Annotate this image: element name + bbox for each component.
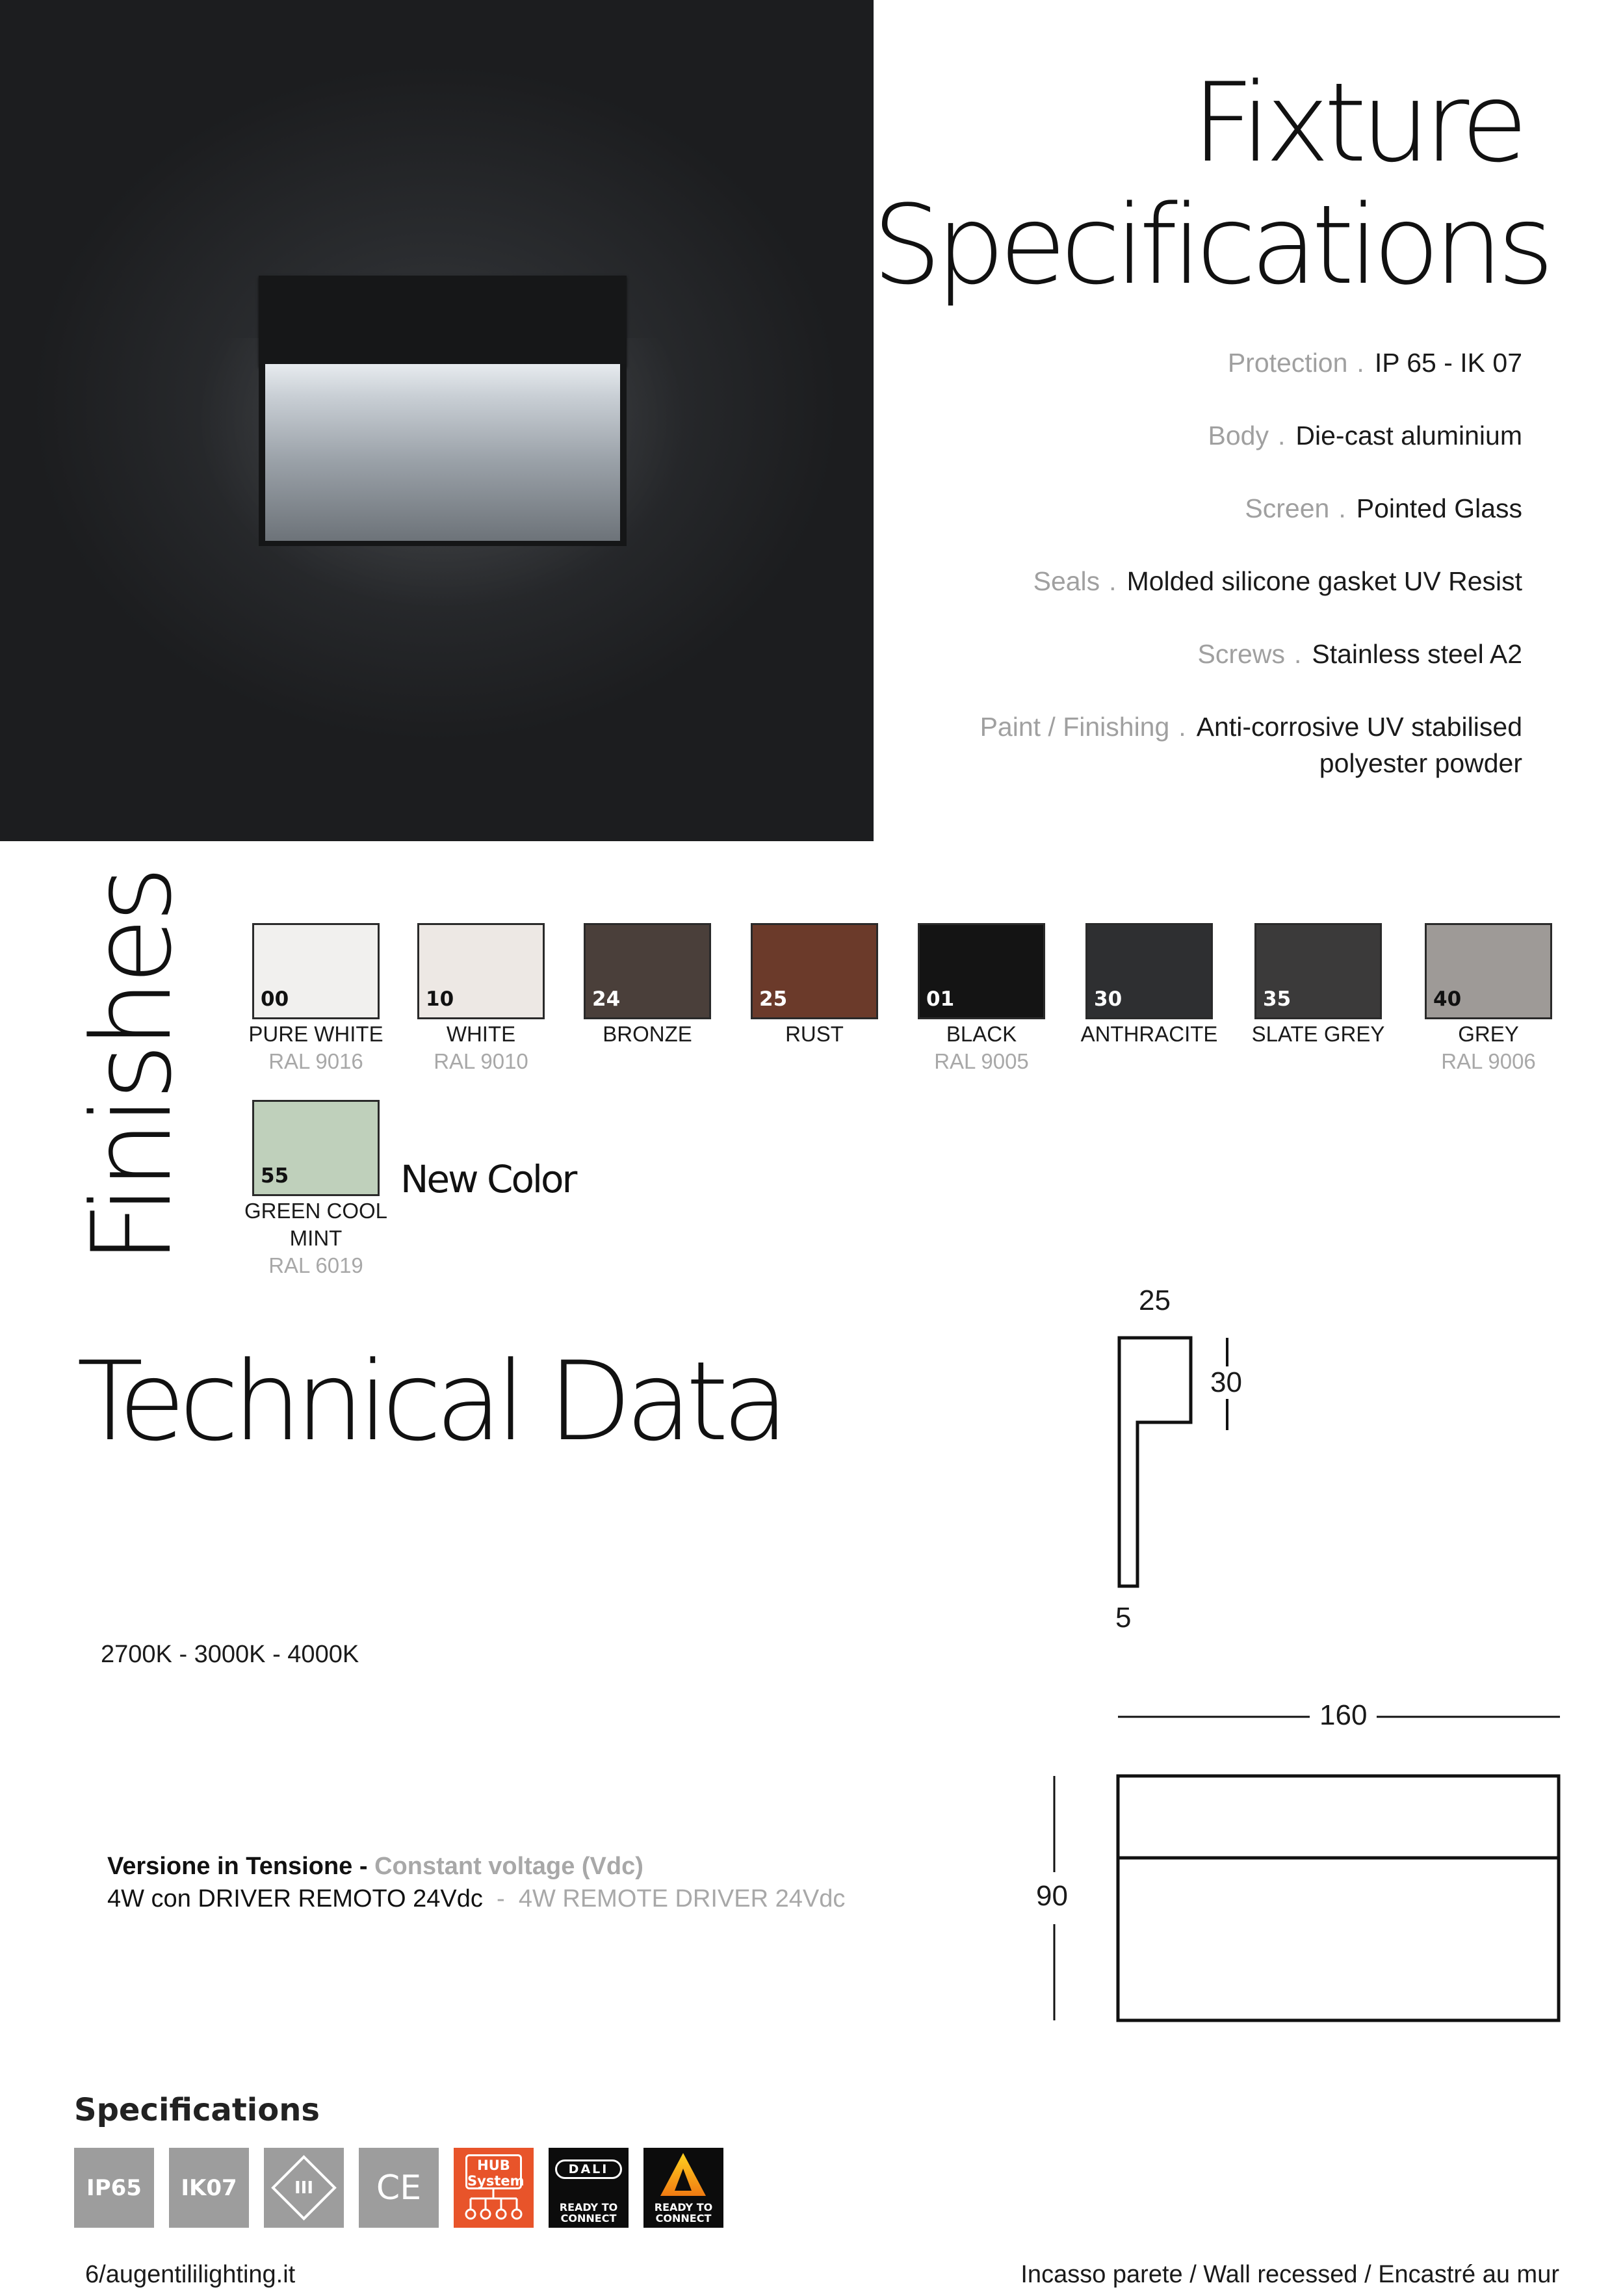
spec-label: Screws: [1197, 639, 1285, 669]
spec-value: Molded silicone gasket UV Resist: [1126, 566, 1522, 596]
spec-label: Body: [1208, 421, 1269, 450]
finish-code: 01: [926, 987, 955, 1011]
footer-page-url: 6/augentililighting.it: [85, 2261, 296, 2288]
finish-name: BLACK: [946, 1022, 1017, 1046]
spec-separator: .: [1338, 493, 1346, 523]
ip65-badge: [74, 2148, 154, 2228]
dim-front-height: 90: [1036, 1880, 1068, 1912]
finish-code: 35: [1263, 987, 1292, 1011]
dim-side-top: 25: [1139, 1285, 1171, 1316]
dim-side-bottom: 5: [1115, 1602, 1132, 1634]
dim-side-cap: 30: [1210, 1366, 1242, 1398]
spec-value-line-2: polyester powder: [1319, 748, 1522, 778]
finish-code: 24: [592, 987, 621, 1011]
front-view-drawing: [1118, 1776, 1559, 2020]
ready-to-connect-label: READY TO CONNECT: [654, 2201, 713, 2224]
driver-separator: -: [497, 1885, 505, 1912]
spec-label: Seals: [1033, 566, 1100, 596]
finish-name: SLATE GREY: [1251, 1022, 1385, 1046]
title-line-1: Fixture: [1191, 59, 1522, 187]
finish-code: 25: [759, 987, 788, 1011]
spec-separator: .: [1277, 421, 1286, 450]
dali-label: DALI: [555, 2159, 622, 2179]
spec-separator: .: [1178, 712, 1186, 742]
finish-ral: RAL 9005: [934, 1049, 1029, 1073]
class-iii-icon: [264, 2148, 344, 2228]
finish-name: RUST: [785, 1022, 844, 1046]
driver-english: 4W REMOTE DRIVER 24Vdc: [518, 1885, 846, 1912]
version-type: Constant voltage (Vdc): [374, 1853, 643, 1880]
hub-system-label: HUB System: [465, 2154, 522, 2189]
class-iii-label: III: [294, 2178, 314, 2198]
finish-name: PURE WHITE: [248, 1022, 383, 1046]
spec-separator: .: [1357, 348, 1364, 378]
ready-to-connect-icon: [643, 2148, 723, 2228]
finish-ral: RAL 9016: [268, 1049, 363, 1073]
finish-ral: RAL 6019: [268, 1253, 363, 1277]
dali-ready-label: READY TO CONNECT: [559, 2201, 618, 2224]
hub-network-icon: [454, 2189, 534, 2226]
spec-label: Screen: [1245, 493, 1330, 523]
finish-name: WHITE: [446, 1022, 516, 1046]
finish-code: 10: [426, 987, 454, 1011]
finish-name: BRONZE: [603, 1022, 692, 1046]
dali-icon: [549, 2148, 629, 2228]
ik07-label: IK07: [181, 2174, 237, 2201]
driver-italian: 4W con DRIVER REMOTO 24Vdc: [107, 1885, 483, 1912]
spec-label: Protection: [1227, 348, 1348, 378]
ik07-badge: [169, 2148, 249, 2228]
ip65-label: IP65: [86, 2174, 142, 2201]
spec-label: Paint / Finishing: [980, 712, 1170, 742]
footer-category: Incasso parete / Wall recessed / Encastré au mur: [1020, 2261, 1559, 2288]
spec-value: Stainless steel A2: [1312, 639, 1522, 669]
specifications-heading: Specifications: [74, 2092, 320, 2128]
finish-code: 30: [1094, 987, 1123, 1011]
hub-system-icon: [454, 2148, 534, 2228]
finish-code: 55: [261, 1164, 289, 1188]
title-line-2: Specifications: [872, 181, 1549, 309]
finish-name: GREEN COOL: [244, 1199, 388, 1223]
spec-value: Pointed Glass: [1356, 493, 1522, 523]
finish-name-line-2: MINT: [289, 1226, 343, 1250]
finishes-title: Finishes: [68, 870, 196, 1264]
spec-value: Anti-corrosive UV stabilised: [1196, 712, 1522, 742]
ce-label: CE: [376, 2168, 422, 2208]
finish-ral: RAL 9010: [434, 1049, 528, 1073]
spec-value: IP 65 - IK 07: [1374, 348, 1522, 378]
new-color-label: New Color: [400, 1157, 576, 1201]
technical-data-title: Technical Data: [77, 1338, 783, 1465]
finish-name: ANTHRACITE: [1080, 1022, 1218, 1046]
ready-logo-icon: [660, 2153, 706, 2196]
finish-ral: RAL 9006: [1441, 1049, 1536, 1073]
finish-code: 00: [261, 987, 289, 1011]
finish-code: 40: [1433, 987, 1462, 1011]
spec-separator: .: [1109, 566, 1117, 596]
side-profile-drawing: [1119, 1338, 1191, 1586]
color-temperature: 2700K - 3000K - 4000K: [101, 1641, 359, 1668]
ce-mark-icon: [359, 2148, 439, 2228]
version-label: Versione in Tensione -: [107, 1853, 368, 1880]
finish-name: GREY: [1458, 1022, 1519, 1046]
dim-front-width: 160: [1319, 1699, 1368, 1731]
spec-value: Die-cast aluminium: [1295, 421, 1522, 450]
spec-separator: .: [1293, 639, 1302, 669]
